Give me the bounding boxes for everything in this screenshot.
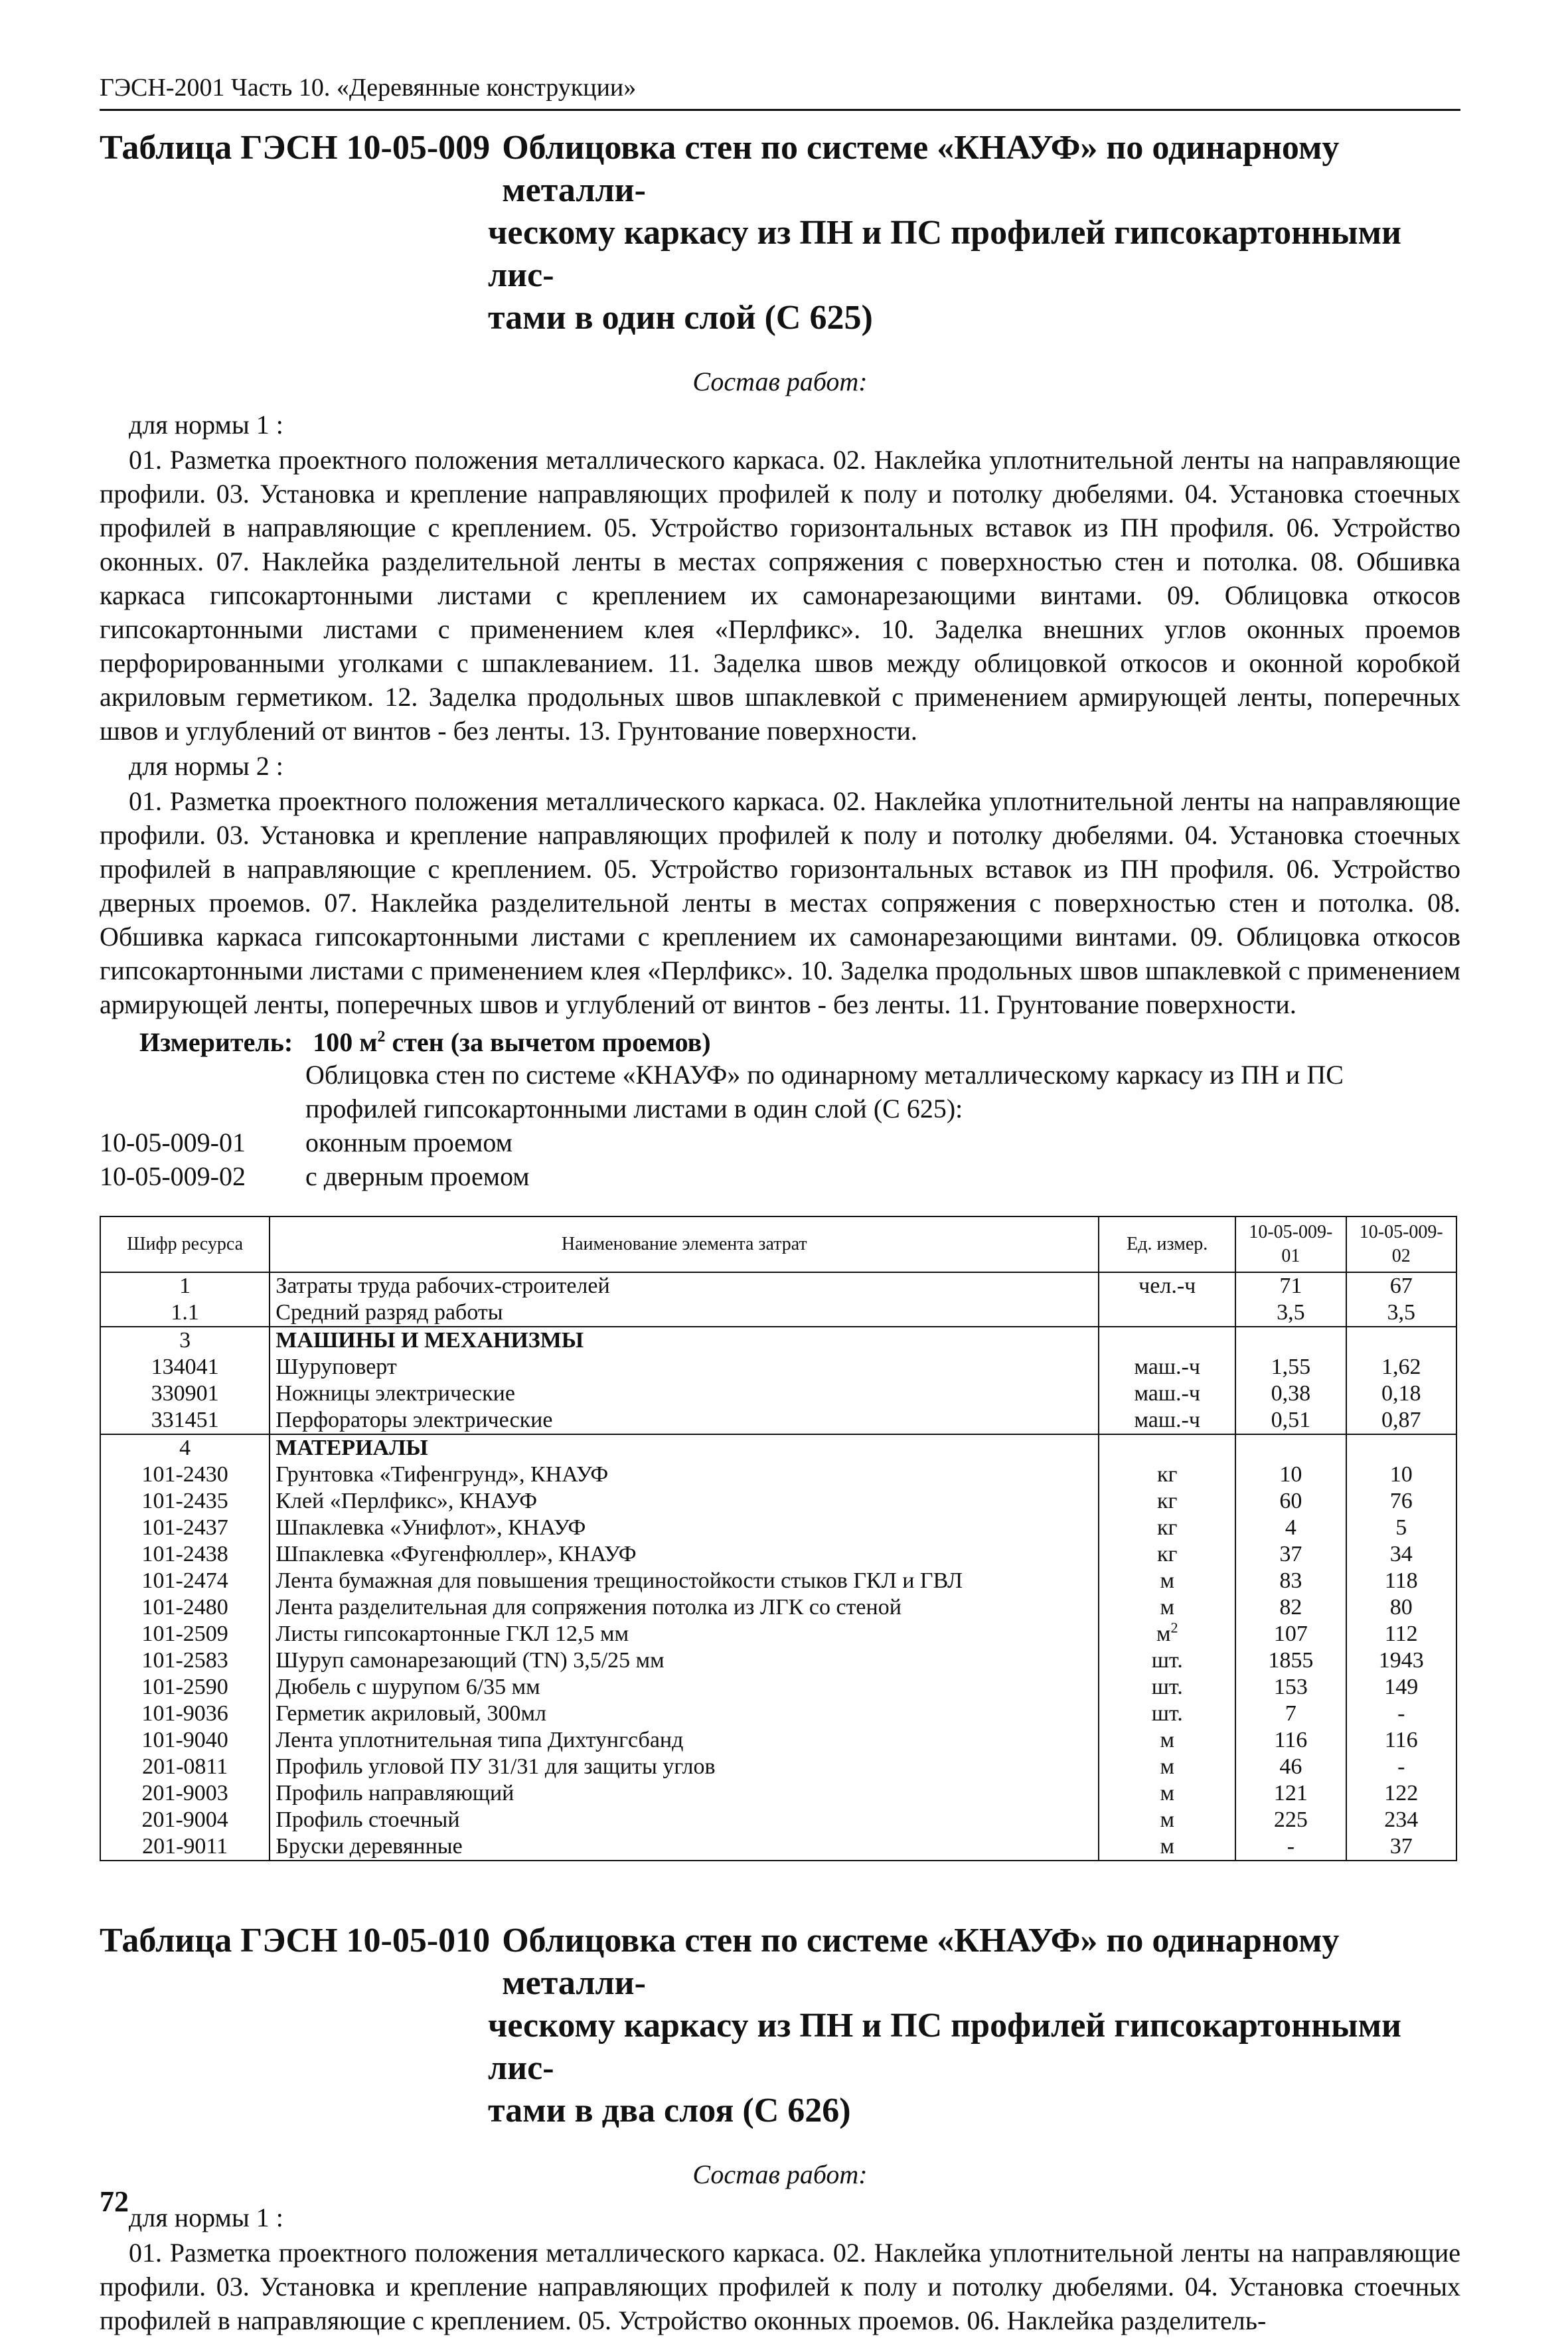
cell-v2 [1346, 1327, 1456, 1354]
running-header: ГЭСН-2001 Часть 10. «Деревянные конструкции» [100, 73, 1460, 111]
table1-sostav: Состав работ: [692, 367, 868, 396]
cell-name [270, 1541, 1099, 1568]
cell-name-text: Грунтовка «Тифенгрунд», КНАУФ [275, 1462, 609, 1487]
cell-unit-text: м [1160, 1754, 1174, 1779]
table-row [100, 1568, 1456, 1594]
cell-name [270, 1727, 1099, 1754]
cell-code-text: 330901 [151, 1381, 219, 1406]
table-row [100, 1701, 1456, 1727]
cell-v1 [1235, 1299, 1346, 1327]
cell-code [100, 1568, 270, 1594]
cell-code [100, 1807, 270, 1833]
cell-v2 [1346, 1354, 1456, 1380]
cell-v2 [1346, 1272, 1456, 1299]
cell-name-text: Шуруповерт [275, 1355, 397, 1379]
cell-name-text: Шпаклевка «Фугенфюллер», КНАУФ [275, 1542, 637, 1566]
cell-code [100, 1488, 270, 1515]
cell-code-text: 101-2590 [141, 1675, 228, 1699]
cell-v1 [1235, 1541, 1346, 1568]
cell-code-text: 101-9036 [141, 1701, 228, 1726]
table-row [100, 1354, 1456, 1380]
cell-v1-text: 10 [1279, 1462, 1302, 1487]
cell-code-text: 134041 [151, 1355, 219, 1379]
cell-v1-text: 60 [1279, 1489, 1302, 1513]
cell-v1-text: 1855 [1268, 1648, 1314, 1673]
cell-v1 [1235, 1833, 1346, 1861]
cell-v2 [1346, 1541, 1456, 1568]
cell-v1 [1235, 1807, 1346, 1833]
table-row [100, 1833, 1456, 1861]
cell-unit-text: маш.-ч [1134, 1381, 1200, 1406]
cell-v2 [1346, 1488, 1456, 1515]
cell-unit-text: маш.-ч [1134, 1355, 1200, 1379]
cell-code [100, 1674, 270, 1701]
cell-unit [1099, 1327, 1235, 1354]
cell-name [270, 1354, 1099, 1380]
cell-v2-text: 10 [1389, 1462, 1413, 1487]
cell-v1-text: 83 [1279, 1568, 1302, 1593]
table2-sostav: Состав работ: [692, 2159, 868, 2189]
variant-code: 10-05-009-01 [100, 1128, 246, 1157]
resource-table-body [100, 1272, 1456, 1861]
cell-unit-sup: 2 [1170, 1619, 1178, 1636]
cell-name-text: Профиль стоечный [275, 1807, 460, 1832]
cell-v1-text: 107 [1273, 1622, 1308, 1646]
table1-title-line2: ческому каркасу из ПН и ПС профилей гипсокартонными лис- [488, 214, 1402, 294]
col-v2-header: 10-05-009-02 [1346, 1216, 1456, 1272]
cell-name [270, 1701, 1099, 1727]
cell-v2-text: 3,5 [1387, 1300, 1416, 1325]
cell-name-text: Шпаклевка «Унифлот», КНАУФ [275, 1515, 586, 1540]
table1-norm2-text: 01. Разметка проектного положения металлического каркаса. 02. Наклейка уплотнительной ленты на направляющие профили. 03. Установка и крепление направляющих профилей к полу и потолку дюбелями. 04. Установка стоечных профилей в направляющие с креплением. 05. Устройство горизонтальных вставок из ПН профиля. 06. Устройство дверных проемов. 07. Наклейка разделительной ленты в местах сопряжения с поверхностью стен и потолка. 08. Обшивка каркаса гипсокартонными листами с креплением их самонарезающими винтами. 09. Облицовка откосов гипсокартонными листами с применением клея «Перлфикс». 10. Заделка продольных швов шпаклевкой с применением армирующей ленты, поперечных швов и углублений от винтов - без ленты. 11. Грунтование поверхности. [100, 786, 1460, 1019]
cell-unit [1099, 1833, 1235, 1861]
table-row [100, 1434, 1456, 1462]
table1-norm1-text: 01. Разметка проектного положения металлического каркаса. 02. Наклейка уплотнительной ленты на направляющие профили. 03. Установка и крепление направляющих профилей к полу и потолку дюбелями. 04. Установка стоечных профилей в направляющие с креплением. 05. Устройство горизонтальных вставок из ПН профиля. 06. Устройство оконных. 07. Наклейка разделительной ленты в местах сопряжения с поверхностью стен и потолка. 08. Обшивка каркаса гипсокартонными листами с креплением их самонарезающими винтами. 09. Облицовка откосов гипсокартонными листами с применением клея «Перлфикс». 10. Заделка внешних углов оконных проемов перфорированными уголками с шпаклеванием. 11. Заделка швов между облицовкой откосов и оконной коробкой акриловым герметиком. 12. Заделка продольных швов шпаклевкой с применением армирующей ленты, поперечных швов и углублений от винтов - без ленты. 13. Грунтование поверхности. [100, 445, 1460, 746]
cell-name [270, 1272, 1099, 1299]
variant-text: с дверным проемом [305, 1161, 530, 1191]
cell-name-text: Шуруп самонарезающий (TN) 3,5/25 мм [275, 1648, 665, 1673]
table-row [100, 1594, 1456, 1621]
cell-unit [1099, 1807, 1235, 1833]
table-row [100, 1407, 1456, 1434]
cell-code-text: 101-2438 [141, 1542, 228, 1566]
cell-unit [1099, 1380, 1235, 1407]
cell-v1 [1235, 1780, 1346, 1807]
cell-v2 [1346, 1594, 1456, 1621]
cell-v1-text: 116 [1274, 1728, 1308, 1752]
table1-norm1-label: для нормы 1 : [129, 410, 283, 440]
cell-unit [1099, 1594, 1235, 1621]
cell-v1 [1235, 1701, 1346, 1727]
col-unit-header: Ед. измер. [1099, 1216, 1235, 1272]
table1-variant-desc: Облицовка стен по системе «КНАУФ» по одинарному металлическому каркасу из ПН и ПС профилей гипсокартонными листами в один слой (С 625): [305, 1060, 1344, 1124]
cell-v1-text: 4 [1285, 1515, 1296, 1540]
cell-unit-text: маш.-ч [1134, 1408, 1200, 1432]
cell-v1 [1235, 1674, 1346, 1701]
cell-v2 [1346, 1621, 1456, 1647]
variant-code: 10-05-009-02 [100, 1161, 246, 1191]
cell-name-text: МАШИНЫ И МЕХАНИЗМЫ [275, 1328, 584, 1353]
cell-v2-text: - [1397, 1754, 1405, 1779]
meter-rest: стен (за вычетом проемов) [385, 1027, 711, 1057]
table-row [100, 1541, 1456, 1568]
cell-name [270, 1515, 1099, 1541]
cell-unit [1099, 1462, 1235, 1488]
cell-name-text: Бруски деревянные [275, 1834, 463, 1859]
table2-title-line2: ческому каркасу из ПН и ПС профилей гипсокартонными лис- [488, 2007, 1402, 2087]
cell-unit [1099, 1272, 1235, 1299]
cell-name-text: Перфораторы электрические [275, 1408, 553, 1432]
cell-v2-text: 116 [1384, 1728, 1418, 1752]
cell-v1 [1235, 1434, 1346, 1462]
cell-unit [1099, 1674, 1235, 1701]
cell-v2 [1346, 1407, 1456, 1434]
cell-unit [1099, 1727, 1235, 1754]
cell-v1-text: 3,5 [1277, 1300, 1305, 1325]
cell-unit [1099, 1701, 1235, 1727]
cell-v1-text: 225 [1273, 1807, 1308, 1832]
cell-v1 [1235, 1594, 1346, 1621]
table1-title-first: Облицовка стен по системе «КНАУФ» по одинарному металли- [502, 129, 1340, 209]
cell-v1-text: 82 [1279, 1595, 1302, 1620]
cell-v2-text: 37 [1389, 1834, 1413, 1859]
cell-v1-text: 1,55 [1271, 1355, 1311, 1379]
table2-norm1-label: для нормы 1 : [129, 2203, 283, 2232]
table-row [100, 1780, 1456, 1807]
table1-title-line3: тами в один слой (С 625) [488, 299, 873, 337]
cell-v2 [1346, 1434, 1456, 1462]
cell-v1 [1235, 1380, 1346, 1407]
cell-v1-text: 0,38 [1271, 1381, 1311, 1406]
cell-code [100, 1327, 270, 1354]
cell-v1-text: 7 [1285, 1701, 1296, 1726]
cell-v2 [1346, 1515, 1456, 1541]
cell-unit-text: м [1160, 1728, 1174, 1752]
cell-name-text: Затраты труда рабочих-строителей [275, 1274, 610, 1298]
cell-unit-text: м [1160, 1807, 1174, 1832]
cell-v2 [1346, 1807, 1456, 1833]
table-row [100, 1380, 1456, 1407]
table2-heading [100, 1920, 1460, 2005]
cell-v1 [1235, 1327, 1346, 1354]
cell-v2 [1346, 1674, 1456, 1701]
cell-v2-text: 118 [1384, 1568, 1418, 1593]
cell-unit [1099, 1754, 1235, 1780]
cell-name [270, 1807, 1099, 1833]
meter-value: 100 м [313, 1027, 378, 1057]
cell-v1 [1235, 1621, 1346, 1647]
table2-code: Таблица ГЭСН 10-05-010 [100, 1922, 491, 1960]
cell-name-text: Профиль направляющий [275, 1781, 514, 1805]
col-v1-header: 10-05-009-01 [1235, 1216, 1346, 1272]
cell-name-text: Дюбель с шурупом 6/35 мм [275, 1675, 540, 1699]
cell-code [100, 1515, 270, 1541]
cell-v2 [1346, 1299, 1456, 1327]
table1-title-cont [100, 212, 1460, 339]
cell-name [270, 1780, 1099, 1807]
cell-code-text: 101-2437 [141, 1515, 228, 1540]
cell-unit [1099, 1621, 1235, 1647]
cell-v2-text: 1,62 [1381, 1355, 1421, 1379]
cell-code-text: 1 [179, 1274, 191, 1298]
table1-norm2-label: для нормы 2 : [129, 751, 283, 781]
cell-v2-text: 5 [1395, 1515, 1407, 1540]
cell-v2-text: 149 [1384, 1675, 1419, 1699]
cell-name [270, 1488, 1099, 1515]
cell-v2-text: 112 [1384, 1622, 1418, 1646]
cell-unit-text: м [1156, 1622, 1171, 1646]
meter-label: Измеритель: [139, 1027, 293, 1057]
cell-v1 [1235, 1647, 1346, 1674]
col-code-header: Шифр ресурса [100, 1216, 270, 1272]
cell-v1 [1235, 1488, 1346, 1515]
table-row [100, 1727, 1456, 1754]
cell-code [100, 1462, 270, 1488]
cell-v1 [1235, 1272, 1346, 1299]
cell-v1-text: 46 [1279, 1754, 1302, 1779]
cell-unit-text: кг [1156, 1515, 1178, 1540]
cell-code-text: 101-2474 [141, 1568, 228, 1593]
cell-unit-text: кг [1156, 1542, 1178, 1566]
cell-code-text: 201-9004 [141, 1807, 228, 1832]
cell-v2-text: 122 [1384, 1781, 1419, 1805]
cell-unit-text: шт. [1151, 1701, 1183, 1726]
cell-unit [1099, 1488, 1235, 1515]
cell-v2-text: 76 [1389, 1489, 1413, 1513]
cell-code [100, 1754, 270, 1780]
cell-v2 [1346, 1568, 1456, 1594]
table-row [100, 1754, 1456, 1780]
cell-name-text: Средний разряд работы [275, 1300, 503, 1325]
cell-v1-text: 37 [1279, 1542, 1302, 1566]
cell-name-text: Герметик акриловый, 300мл [275, 1701, 546, 1726]
cell-name [270, 1674, 1099, 1701]
cell-code [100, 1727, 270, 1754]
cell-name [270, 1327, 1099, 1354]
cell-v2-text: - [1397, 1701, 1405, 1726]
cell-code-text: 1.1 [171, 1300, 199, 1325]
cell-code-text: 101-9040 [141, 1728, 228, 1752]
cell-v1-text: 71 [1279, 1274, 1302, 1298]
cell-code [100, 1594, 270, 1621]
cell-v2-text: 1943 [1378, 1648, 1424, 1673]
table1-code: Таблица ГЭСН 10-05-009 [100, 129, 491, 167]
cell-unit [1099, 1407, 1235, 1434]
variant-row [100, 1126, 1460, 1159]
table1-heading [100, 127, 1460, 212]
cell-name [270, 1754, 1099, 1780]
variant-text: оконным проемом [305, 1128, 512, 1157]
cell-unit-text: кг [1156, 1489, 1178, 1513]
cell-code [100, 1434, 270, 1462]
cell-v1 [1235, 1354, 1346, 1380]
cell-name-text: Клей «Перлфикс», КНАУФ [275, 1489, 538, 1513]
cell-name [270, 1568, 1099, 1594]
cell-v1 [1235, 1462, 1346, 1488]
cell-v2 [1346, 1380, 1456, 1407]
cell-unit [1099, 1541, 1235, 1568]
cell-code [100, 1272, 270, 1299]
table2-norm1-text: 01. Разметка проектного положения металлического каркаса. 02. Наклейка уплотнительной ленты на направляющие профили. 03. Установка и крепление направляющих профилей к полу и потолку дюбелями. 04. Установка стоечных профилей в направляющие с креплением. 05. Устройство оконных проемов. 06. Наклейка разделитель- [100, 2238, 1460, 2335]
cell-name-text: МАТЕРИАЛЫ [275, 1436, 428, 1460]
cell-code-text: 201-9003 [141, 1781, 228, 1805]
cell-v2-text: 234 [1384, 1807, 1419, 1832]
cell-code-text: 3 [179, 1328, 191, 1353]
cell-unit-text: шт. [1151, 1648, 1183, 1673]
cell-unit [1099, 1515, 1235, 1541]
table2-title-line3: тами в два слоя (С 626) [488, 2092, 851, 2130]
cell-v2 [1346, 1701, 1456, 1727]
cell-name-text: Лента уплотнительная типа Дихтунгсбанд [275, 1728, 684, 1752]
cell-code-text: 101-2435 [141, 1489, 228, 1513]
cell-code [100, 1780, 270, 1807]
col-name-header: Наименование элемента затрат [270, 1216, 1099, 1272]
cell-v2-text: 67 [1389, 1274, 1413, 1298]
table2-title-cont [100, 2005, 1460, 2132]
cell-code [100, 1354, 270, 1380]
cell-v1 [1235, 1727, 1346, 1754]
cell-unit-text: м [1160, 1834, 1174, 1859]
cell-name-text: Ножницы электрические [275, 1381, 515, 1406]
cell-v2-text: 34 [1389, 1542, 1413, 1566]
cell-unit [1099, 1647, 1235, 1674]
cell-name [270, 1594, 1099, 1621]
page [100, 73, 1460, 2340]
cell-unit [1099, 1434, 1235, 1462]
cell-v1 [1235, 1568, 1346, 1594]
table1-meter [139, 1027, 1460, 1058]
cell-name [270, 1434, 1099, 1462]
cell-code [100, 1647, 270, 1674]
cell-v2-text: 0,87 [1381, 1408, 1421, 1432]
cell-code [100, 1407, 270, 1434]
cell-name [270, 1647, 1099, 1674]
cell-v2 [1346, 1647, 1456, 1674]
cell-name [270, 1380, 1099, 1407]
cell-unit [1099, 1568, 1235, 1594]
table2-title-first: Облицовка стен по системе «КНАУФ» по одинарному металли- [502, 1922, 1340, 2002]
cell-v2-text: 0,18 [1381, 1381, 1421, 1406]
cell-name [270, 1621, 1099, 1647]
cell-code-text: 101-2509 [141, 1622, 228, 1646]
cell-v2 [1346, 1833, 1456, 1861]
cell-name-text: Лента разделительная для сопряжения потолка из ЛГК со стеной [275, 1595, 902, 1620]
cell-unit-text: шт. [1151, 1675, 1183, 1699]
cell-unit [1099, 1299, 1235, 1327]
cell-unit-text: чел.-ч [1138, 1274, 1196, 1298]
cell-code [100, 1299, 270, 1327]
table-row [100, 1807, 1456, 1833]
cell-code-text: 4 [179, 1436, 191, 1460]
cell-v1-text: 153 [1273, 1675, 1308, 1699]
cell-code-text: 201-0811 [142, 1754, 228, 1779]
table-row [100, 1488, 1456, 1515]
cell-unit-text: м [1160, 1568, 1174, 1593]
cell-code [100, 1541, 270, 1568]
table-row [100, 1621, 1456, 1647]
cell-v1-text: 121 [1273, 1781, 1308, 1805]
cell-code-text: 101-2583 [141, 1648, 228, 1673]
table-row [100, 1462, 1456, 1488]
resource-table [100, 1216, 1457, 1861]
cell-name-text: Лента бумажная для повышения трещиностойкости стыков ГКЛ и ГВЛ [275, 1568, 963, 1593]
cell-code-text: 331451 [151, 1408, 219, 1432]
cell-v2 [1346, 1727, 1456, 1754]
cell-unit-text: кг [1156, 1462, 1178, 1487]
cell-v1-text: 0,51 [1271, 1408, 1311, 1432]
cell-v2 [1346, 1462, 1456, 1488]
cell-v1-text: - [1287, 1834, 1295, 1859]
table-row [100, 1299, 1456, 1327]
cell-v1 [1235, 1754, 1346, 1780]
cell-name [270, 1833, 1099, 1861]
cell-code-text: 101-2480 [141, 1595, 228, 1620]
table-header-row [100, 1216, 1456, 1272]
cell-code [100, 1701, 270, 1727]
cell-unit [1099, 1780, 1235, 1807]
cell-unit-text: м [1160, 1781, 1174, 1805]
cell-v2 [1346, 1754, 1456, 1780]
cell-unit-text: м [1160, 1595, 1174, 1620]
cell-v1 [1235, 1515, 1346, 1541]
cell-code [100, 1621, 270, 1647]
cell-name-text: Листы гипсокартонные ГКЛ 12,5 мм [275, 1622, 629, 1646]
table-row [100, 1272, 1456, 1299]
cell-name [270, 1407, 1099, 1434]
table-row [100, 1327, 1456, 1354]
cell-code [100, 1833, 270, 1861]
cell-name [270, 1462, 1099, 1488]
table-row [100, 1674, 1456, 1701]
cell-v2-text: 80 [1389, 1595, 1413, 1620]
page-number: 72 [100, 2185, 129, 2218]
cell-code-text: 201-9011 [142, 1834, 228, 1859]
cell-unit [1099, 1354, 1235, 1380]
cell-code [100, 1380, 270, 1407]
cell-code-text: 101-2430 [141, 1462, 228, 1487]
table-row [100, 1515, 1456, 1541]
table-row [100, 1647, 1456, 1674]
variant-row [100, 1159, 1460, 1193]
meter-sup: 2 [377, 1028, 386, 1046]
cell-name [270, 1299, 1099, 1327]
cell-name-text: Профиль угловой ПУ 31/31 для защиты углов [275, 1754, 716, 1779]
cell-v2 [1346, 1780, 1456, 1807]
cell-v1 [1235, 1407, 1346, 1434]
